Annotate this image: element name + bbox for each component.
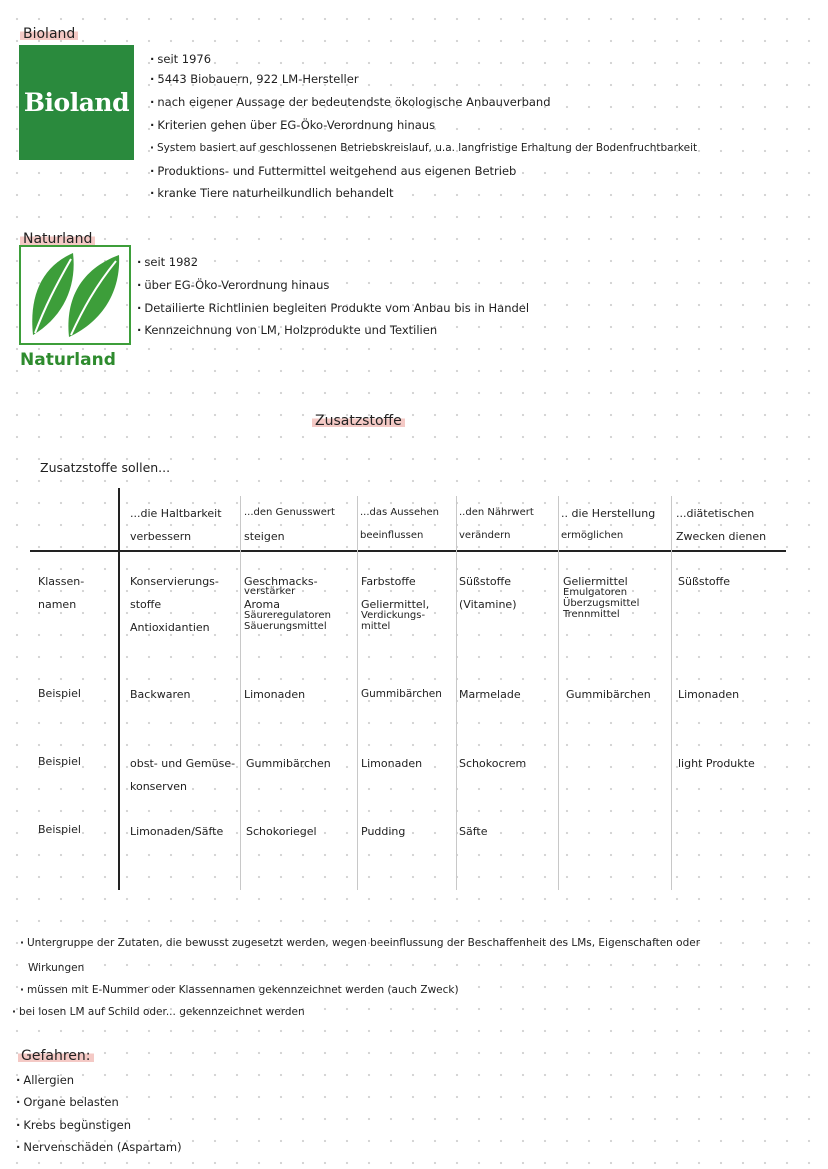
column-header: steigen (244, 530, 285, 543)
naturland-logo-text: Naturland (20, 350, 116, 370)
bioland-bullet: · Kriterien gehen über EG-Öko-Verordnung hinaus (150, 120, 435, 132)
gefahren-item: · Allergien (16, 1075, 74, 1087)
column-header: ermöglichen (561, 530, 624, 541)
table-cell: Gummibärchen (361, 688, 442, 700)
table-cell: verstärker (244, 586, 296, 597)
table-cell: Verdickungs- (361, 610, 426, 621)
zusatzstoffe-note-continued: Wirkungen (28, 962, 85, 974)
naturland-bullet: · Detailierte Richtlinien begleiten Produkte vom Anbau bis in Handel (137, 303, 529, 315)
table-cell: Konservierungs- (130, 575, 219, 588)
column-header: ..den Nährwert (459, 507, 534, 518)
table-cell: light Produkte (678, 757, 755, 770)
naturland-bullet: · Kennzeichnung von LM, Holzprodukte und Textilien (137, 325, 437, 337)
table-cell: stoffe (130, 598, 162, 611)
table-cell: obst- und Gemüse- (130, 757, 236, 770)
table-cell: (Vitamine) (459, 598, 517, 611)
column-header: verbessern (130, 530, 192, 543)
column-header: Zwecken dienen (676, 530, 767, 543)
table-cell: Farbstoffe (361, 575, 416, 588)
bioland-bullet: · kranke Tiere naturheilkundlich behandelt (150, 188, 394, 200)
naturland-bullet: · seit 1982 (137, 257, 198, 269)
table-cell: Gummibärchen (246, 757, 331, 770)
bioland-bullet: · System basiert auf geschlossenen Betriebskreislauf, u.a. langfristige Erhaltung der Bodenfruchtbarkeit (150, 143, 697, 154)
table-cell: mittel (361, 621, 391, 632)
bioland-bullet: · nach eigener Aussage der bedeutendste ökologische Anbauverband (150, 97, 551, 109)
column-header: ...die Haltbarkeit (130, 507, 222, 520)
table-column-divider (357, 496, 358, 890)
column-header: beeinflussen (360, 530, 424, 541)
table-cell: Säureregulatoren (244, 610, 331, 621)
table-cell: Pudding (361, 825, 406, 838)
column-header: .. die Herstellung (561, 507, 656, 520)
row-label: Klassen- (38, 575, 85, 588)
bioland-heading: Bioland (20, 26, 78, 42)
table-cell: Emulgatoren (563, 587, 628, 598)
gefahren-item: · Krebs begünstigen (16, 1120, 131, 1132)
table-cell: Aroma (244, 598, 280, 611)
row-label: Beispiel (38, 755, 81, 768)
naturland-heading: Naturland (20, 231, 95, 247)
zusatzstoffe-title: Zusatzstoffe (312, 413, 405, 429)
table-cell: Säuerungsmittel (244, 621, 327, 632)
table-column-divider (240, 496, 241, 890)
column-header: verändern (459, 530, 511, 541)
table-cell: Limonaden (244, 688, 306, 701)
column-header: ...diätetischen (676, 507, 755, 520)
table-cell: Geschmacks- (244, 575, 318, 588)
table-row-label-divider (118, 488, 120, 890)
bioland-logo (19, 45, 134, 160)
row-label: Beispiel (38, 823, 81, 836)
table-cell: Marmelade (459, 688, 521, 701)
table-cell: Säfte (459, 825, 488, 838)
table-header-divider (30, 550, 786, 552)
row-label: Beispiel (38, 687, 81, 700)
table-cell: konserven (130, 780, 187, 793)
zusatzstoffe-note: · müssen mit E-Nummer oder Klassennamen gekennzeichnet werden (auch Zweck) (20, 985, 459, 996)
table-cell: Trennmittel (563, 609, 620, 620)
gefahren-heading: Gefahren: (18, 1048, 94, 1064)
zusatzstoffe-intro: Zusatzstoffe sollen... (40, 460, 171, 475)
table-cell: Limonaden (361, 757, 423, 770)
naturland-bullet: · über EG-Öko-Verordnung hinaus (137, 280, 329, 292)
zusatzstoffe-note: · Untergruppe der Zutaten, die bewusst zugesetzt werden, wegen beeinflussung der Beschaffenheit des LMs, Eigenschaften oder (20, 938, 700, 949)
table-cell: Limonaden/Säfte (130, 825, 224, 838)
table-column-divider (456, 496, 457, 890)
table-cell: Schokoriegel (246, 825, 317, 838)
table-cell: Schokocrem (459, 757, 527, 770)
table-cell: Antioxidantien (130, 621, 210, 634)
table-cell: Geliermittel (563, 575, 628, 588)
bioland-bullet: · 5443 Biobauern, 922 LM-Hersteller (150, 74, 359, 86)
bioland-bullet: · seit 1976 (150, 54, 211, 66)
bioland-logo-text: Bioland (23, 88, 130, 117)
column-header: ...den Genusswert (244, 507, 335, 518)
table-cell: Backwaren (130, 688, 191, 701)
row-label: namen (38, 598, 77, 611)
gefahren-item: · Organe belasten (16, 1097, 119, 1109)
table-cell: Überzugsmittel (563, 598, 640, 609)
table-cell: Süßstoffe (459, 575, 512, 588)
naturland-leaves-icon (21, 247, 129, 343)
naturland-logo (19, 245, 131, 345)
table-column-divider (558, 496, 559, 890)
column-header: ...das Aussehen (360, 507, 439, 518)
bioland-bullet: · Produktions- und Futtermittel weitgehend aus eigenen Betrieb (150, 166, 516, 178)
table-cell: Limonaden (678, 688, 740, 701)
gefahren-item: · Nervenschäden (Aspartam) (16, 1142, 182, 1154)
table-cell: Geliermittel, (361, 598, 430, 611)
zusatzstoffe-note: · bei losen LM auf Schild oder... gekennzeichnet werden (12, 1007, 305, 1018)
table-cell: Süßstoffe (678, 575, 731, 588)
table-cell: Gummibärchen (566, 688, 651, 701)
table-column-divider (671, 496, 672, 890)
